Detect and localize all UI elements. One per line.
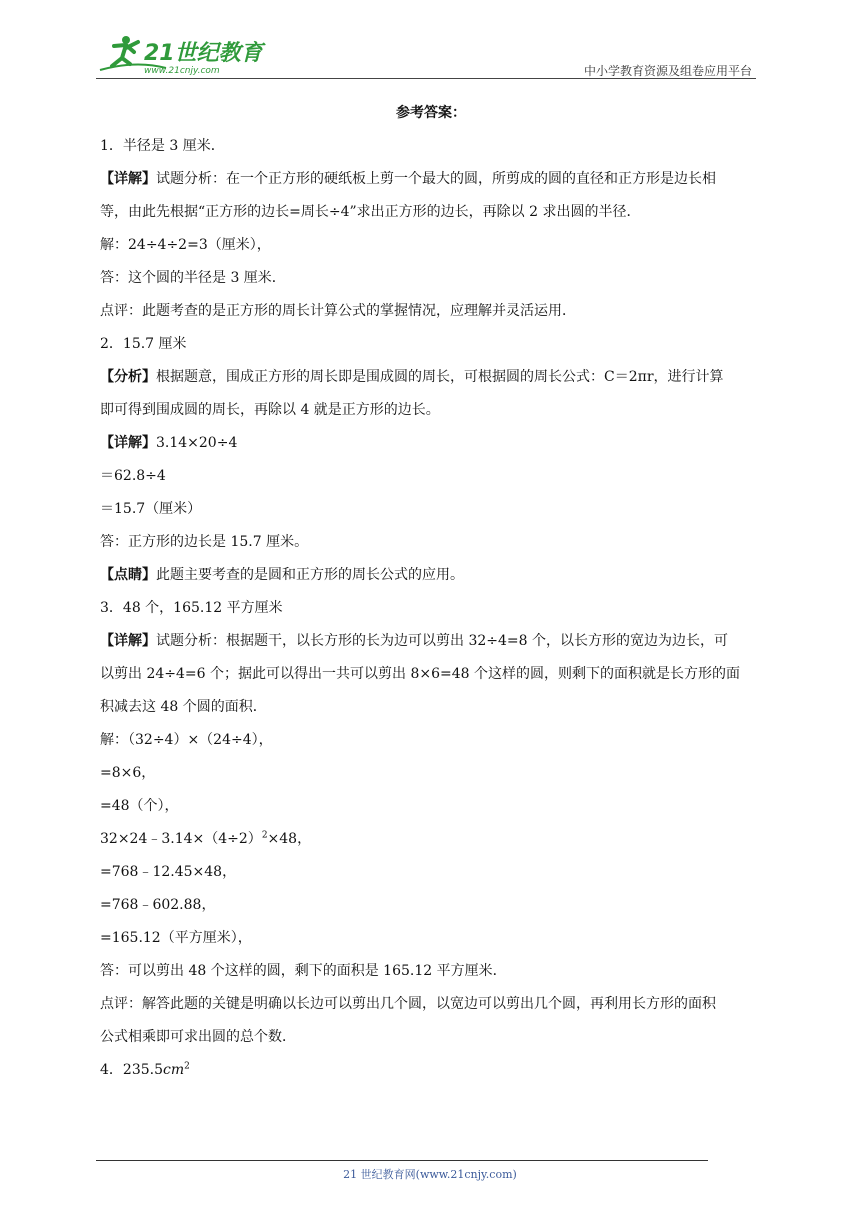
unit: cm: [163, 1062, 185, 1078]
q3-detail-line-1: 【详解】试题分析：根据题干，以长方形的长为边可以剪出 32÷4=8 个，以长方形的宽边为边长，可: [100, 633, 728, 649]
q2-detail: 【详解】3.14×20÷4: [100, 435, 238, 451]
q1-answer: 1．半径是 3 厘米．: [100, 138, 225, 154]
detail-tag: 【详解】: [100, 633, 156, 649]
site-name: 中小学教育资源及组卷应用平台: [583, 64, 752, 78]
q3-reply: 答：可以剪出 48 个这样的圆，剩下的面积是 165.12 平方厘米．: [100, 963, 507, 979]
tip-tag: 【点睛】: [100, 567, 156, 583]
q3-step-4: =768﹣12.45×48，: [100, 864, 237, 880]
q3-step-3: $32\times 24﹣3.14\times(4\div 2)^2\times 48$，: [100, 830, 312, 847]
q3-comment-line-1: 点评：解答此题的关键是明确以长边可以剪出几个圆，以宽边可以剪出几个圆，再利用长方形的面积: [100, 996, 716, 1012]
analysis-tag: 【分析】: [100, 369, 156, 385]
q3-step-2: =48（个），: [100, 798, 179, 814]
q2-answer: 2．15.7 厘米: [100, 336, 187, 352]
page-header: [96, 32, 756, 78]
q3-step-5: =768﹣602.88，: [100, 897, 216, 913]
footer-divider: [96, 1160, 708, 1161]
exponent: 2: [261, 830, 268, 841]
exponent: 2: [184, 1061, 190, 1072]
q1-reply: 答：这个圆的半径是 3 厘米．: [100, 270, 286, 286]
q3-solve: 解：（32÷4）×（24÷4），: [100, 732, 273, 748]
detail-tag: 【详解】: [100, 171, 156, 187]
q1-detail-line-1: 【详解】试题分析：在一个正方形的硬纸板上剪一个最大的圆，所剪成的圆的直径和正方形是边长相: [100, 171, 716, 187]
q1-solve: 解：24÷4÷2=3（厘米），: [100, 237, 271, 253]
q1-comment: 点评：此题考查的是正方形的周长计算公式的掌握情况，应理解并灵活运用．: [100, 303, 576, 319]
page-footer[interactable]: 21 世纪教育网(www.21cnjy.com): [343, 1168, 517, 1181]
q2-analysis-line-2: 即可得到围成圆的周长，再除以 4 就是正方形的边长。: [100, 402, 440, 418]
q2-tip: 【点睛】此题主要考查的是圆和正方形的周长公式的应用。: [100, 567, 464, 583]
header-divider: [96, 78, 756, 79]
q2-analysis-line-1: 【分析】根据题意，围成正方形的周长即是围成圆的周长，可根据圆的周长公式：C＝2πr，进行计算: [100, 369, 724, 385]
detail-tag: 【详解】: [100, 435, 156, 451]
svg-text:21世纪教育: 21世纪教育: [144, 41, 263, 66]
svg-text:www.21cnjy.com: www.21cnjy.com: [144, 66, 220, 76]
q2-step-1: ＝62.8÷4: [100, 468, 166, 484]
q2-reply: 答：正方形的边长是 15.7 厘米。: [100, 534, 309, 550]
site-logo: [96, 32, 266, 78]
q1-detail-line-2: 等，由此先根据“正方形的边长=周长÷4”求出正方形的边长，再除以 2 求出圆的半径．: [100, 204, 641, 220]
q4-answer: 4．$235.5cm^2$: [100, 1061, 190, 1078]
answer-content: [100, 98, 762, 1087]
q2-step-2: ＝15.7（厘米）: [100, 501, 202, 517]
page-title: 参考答案：: [396, 105, 466, 121]
q3-detail-line-2: 以剪出 24÷4=6 个；据此可以得出一共可以剪出 8×6=48 个这样的圆，则剩下的面积就是长方形的面: [100, 666, 740, 682]
q3-answer: 3．48 个，165.12 平方厘米: [100, 600, 283, 616]
q3-comment-line-2: 公式相乘即可求出圆的总个数．: [100, 1029, 296, 1045]
q3-detail-line-3: 积减去这 48 个圆的面积．: [100, 699, 267, 715]
q3-step-1: =8×6，: [100, 765, 156, 781]
q3-step-6: =165.12（平方厘米），: [100, 930, 252, 946]
